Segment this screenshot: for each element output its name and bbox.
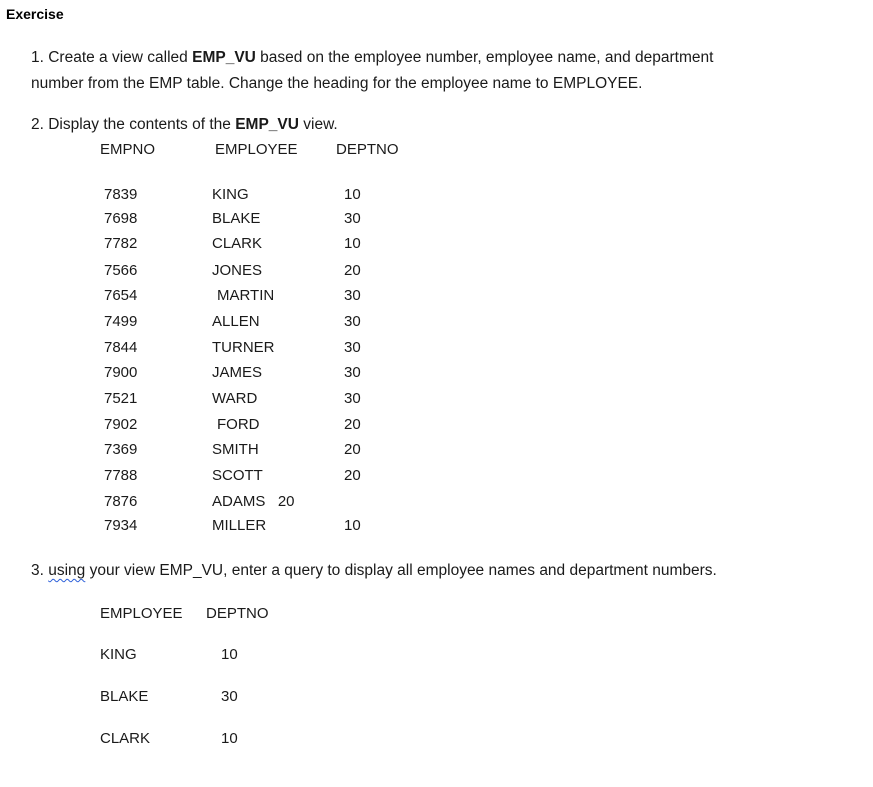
question-2 (31, 112, 338, 138)
cell-employee: BLAKE (212, 210, 261, 227)
question-3 (31, 558, 717, 584)
cell-employee: WARD (212, 390, 258, 407)
question-2-view-name: EMP_VU (235, 116, 299, 133)
question-1-text-line2: number from the EMP table. Change the heading for the employee name to EMPLOYEE. (31, 75, 643, 92)
question-3-text: your view EMP_VU, enter a query to display all employee names and department numbers. (85, 562, 717, 579)
column-header-deptno: DEPTNO (206, 605, 269, 622)
question-1-prefix: 1. Create a view called (31, 49, 193, 66)
cell-empno: 7566 (104, 262, 138, 279)
cell-empno: 7654 (104, 287, 138, 304)
cell-empno: 7782 (104, 235, 138, 252)
cell-empno: 7499 (104, 313, 138, 330)
cell-deptno: 10 (221, 730, 238, 747)
cell-employee: SMITH (212, 441, 259, 458)
cell-empno: 7369 (104, 441, 138, 458)
cell-employee: TURNER (212, 339, 275, 356)
question-2-suffix: view. (298, 116, 338, 133)
cell-deptno: 30 (344, 390, 361, 407)
cell-deptno: 20 (344, 441, 361, 458)
cell-employee: MARTIN (217, 287, 275, 304)
cell-deptno: 10 (221, 646, 238, 663)
cell-employee: CLARK (212, 235, 263, 252)
cell-empno: 7900 (104, 364, 138, 381)
column-header-employee: EMPLOYEE (215, 141, 298, 158)
question-1-view-name: EMP_VU (192, 49, 256, 66)
cell-employee: KING (100, 646, 137, 663)
cell-empno: 7876 (104, 493, 138, 510)
cell-employee: JAMES (212, 364, 263, 381)
document-title: Exercise (6, 6, 64, 22)
cell-deptno: 20 (344, 416, 361, 433)
cell-empno: 7698 (104, 210, 138, 227)
question-2-prefix: 2. Display the contents of the (31, 116, 236, 133)
cell-deptno: 30 (344, 364, 361, 381)
cell-empno: 7788 (104, 467, 138, 484)
spellcheck-flagged-word[interactable]: using (48, 562, 86, 579)
question-3-prefix: 3. (31, 562, 49, 579)
cell-employee: ADAMS 20 (212, 493, 295, 510)
cell-employee: SCOTT (212, 467, 263, 484)
cell-deptno: 20 (344, 262, 361, 279)
cell-deptno: 30 (344, 339, 361, 356)
cell-employee: CLARK (100, 730, 151, 747)
cell-employee: BLAKE (100, 688, 149, 705)
cell-deptno: 10 (344, 235, 361, 252)
cell-deptno: 30 (344, 210, 361, 227)
cell-employee: MILLER (212, 517, 267, 534)
cell-deptno: 30 (344, 313, 361, 330)
cell-empno: 7934 (104, 517, 138, 534)
cell-employee: FORD (217, 416, 260, 433)
column-header-deptno: DEPTNO (336, 141, 399, 158)
cell-deptno: 10 (344, 517, 361, 534)
cell-deptno: 30 (221, 688, 238, 705)
column-header-empno: EMPNO (100, 141, 156, 158)
cell-empno: 7844 (104, 339, 138, 356)
cell-employee: ALLEN (212, 313, 260, 330)
cell-employee: JONES (212, 262, 263, 279)
column-header-employee: EMPLOYEE (100, 605, 183, 622)
question-1-text-line1: based on the employee number, employee name, and department (255, 49, 714, 66)
question-1 (31, 45, 713, 97)
cell-deptno: 30 (344, 287, 361, 304)
cell-employee: KING (212, 186, 249, 203)
cell-empno: 7902 (104, 416, 138, 433)
cell-deptno: 10 (344, 186, 361, 203)
cell-deptno: 20 (344, 467, 361, 484)
cell-empno: 7521 (104, 390, 138, 407)
cell-empno: 7839 (104, 186, 138, 203)
